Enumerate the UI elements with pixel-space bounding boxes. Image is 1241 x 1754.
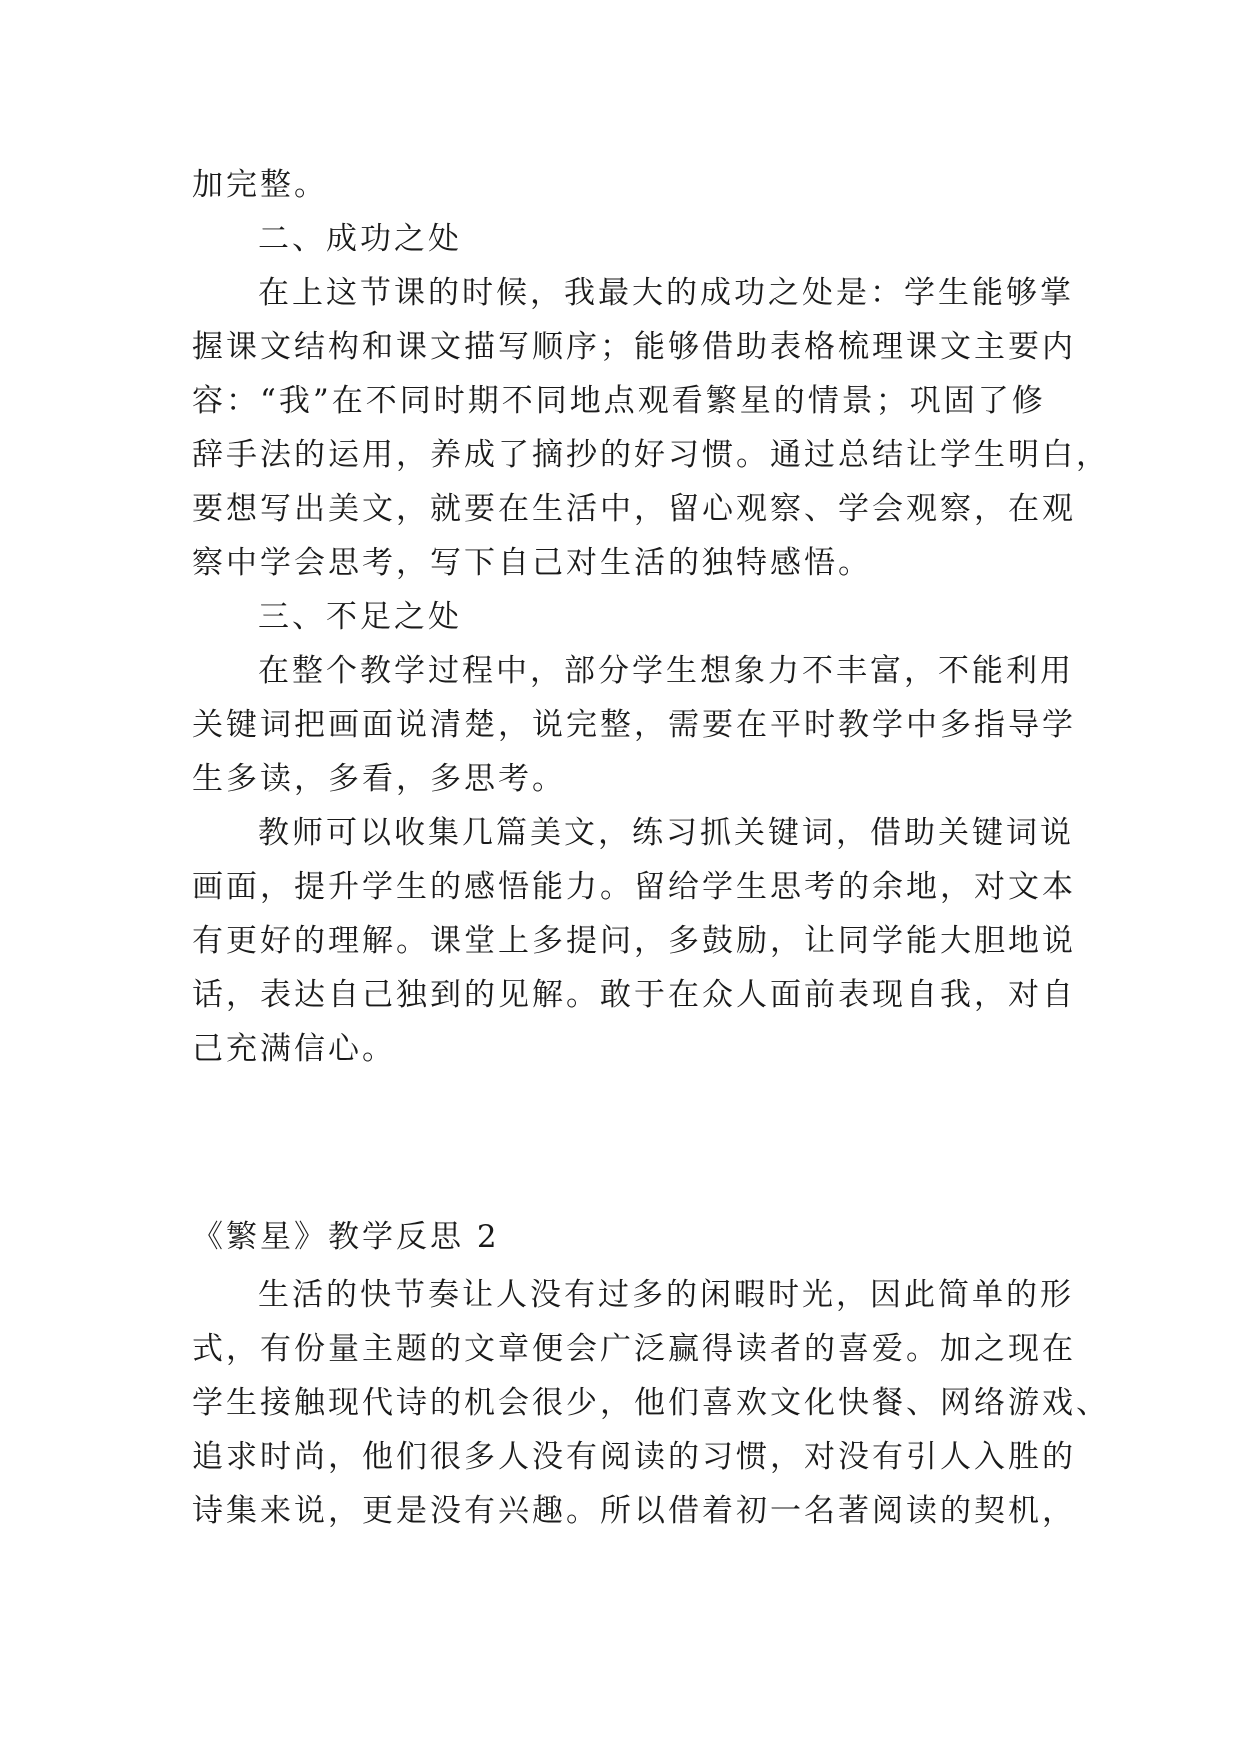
section-two-body xyxy=(192,1268,1110,1538)
paragraph-line: 话，表达自己独到的见解。敢于在众人面前表现自我，对自 xyxy=(192,977,1076,1013)
paragraph-line: 追求时尚，他们很多人没有阅读的习惯，对没有引人入胜的 xyxy=(192,1439,1076,1475)
paragraph-line: 在上这节课的时候，我最大的成功之处是：学生能够掌 xyxy=(258,275,1074,311)
section-one-body xyxy=(192,158,1110,1076)
paragraph-line: 己充满信心。 xyxy=(192,1031,396,1067)
article-title: 《繁星》教学反思 2 xyxy=(192,1219,500,1255)
paragraph-line: 诗集来说，更是没有兴趣。所以借着初一名著阅读的契机， xyxy=(192,1493,1076,1529)
paragraph-line: 关键词把画面说清楚，说完整，需要在平时教学中多指导学 xyxy=(192,707,1076,743)
paragraph-line: 有更好的理解。课堂上多提问，多鼓励，让同学能大胆地说 xyxy=(192,923,1076,959)
section-heading-shortcomings: 三、不足之处 xyxy=(258,599,462,635)
paragraph-line: 式，有份量主题的文章便会广泛赢得读者的喜爱。加之现在 xyxy=(192,1331,1076,1367)
paragraph-line: 握课文结构和课文描写顺序；能够借助表格梳理课文主要内 xyxy=(192,329,1076,365)
paragraph-line: 在整个教学过程中，部分学生想象力不丰富，不能利用 xyxy=(258,653,1074,689)
paragraph-line: 生活的快节奏让人没有过多的闲暇时光，因此简单的形 xyxy=(258,1277,1074,1313)
paragraph-line: 察中学会思考，写下自己对生活的独特感悟。 xyxy=(192,545,872,581)
paragraph-line: 辞手法的运用，养成了摘抄的好习惯。通过总结让学生明白， xyxy=(192,437,1110,473)
paragraph-line: 画面，提升学生的感悟能力。留给学生思考的余地，对文本 xyxy=(192,869,1076,905)
paragraph-line: 要想写出美文，就要在生活中，留心观察、学会观察，在观 xyxy=(192,491,1076,527)
section-heading-success: 二、成功之处 xyxy=(258,221,462,257)
paragraph-line: 加完整。 xyxy=(192,167,328,203)
paragraph-line: 容：“我”在不同时期不同地点观看繁星的情景；巩固了修 xyxy=(192,383,1046,419)
paragraph-line: 生多读，多看，多思考。 xyxy=(192,761,566,797)
paragraph-line: 学生接触现代诗的机会很少，他们喜欢文化快餐、网络游戏、 xyxy=(192,1385,1110,1421)
paragraph-line: 教师可以收集几篇美文，练习抓关键词，借助关键词说 xyxy=(258,815,1074,851)
